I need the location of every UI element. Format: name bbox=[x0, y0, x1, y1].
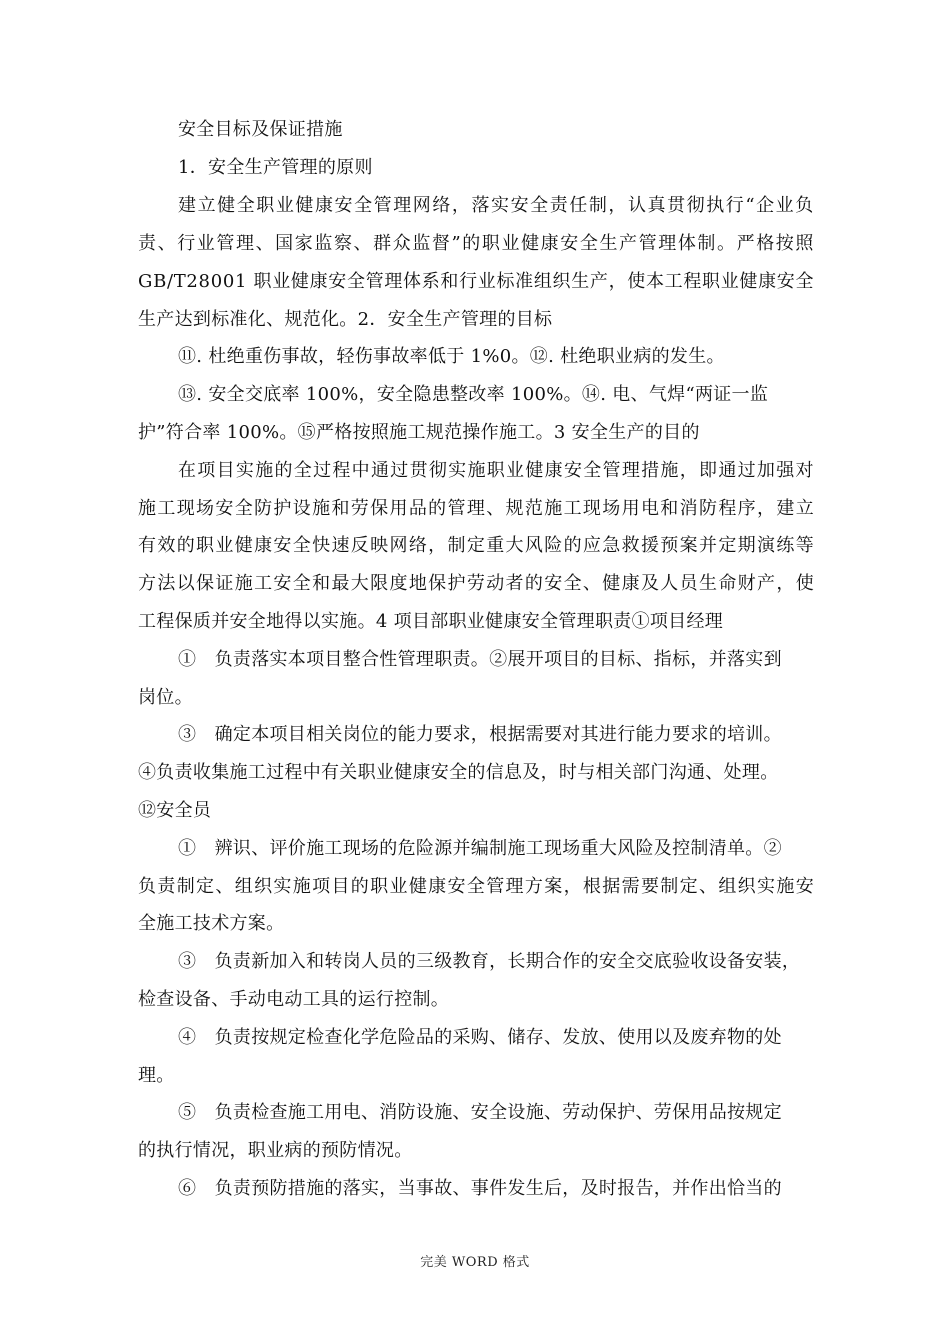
paragraph-line: 施 工 现 场 安 全 防 护 设 施 和 劳 保 用 品 的 管 理 、 规 范 施 工 现 场 用 电 和 消 防 程 序 ， 建 立 bbox=[138, 498, 814, 519]
paragraph-line: ⑥ 负责预防措施的落实，当事故、事件发生后，及时报告，并作出恰当的 bbox=[178, 1178, 782, 1199]
paragraph-line: 检查设备、手动电动工具的运行控制。 bbox=[138, 989, 450, 1010]
paragraph-line: ④负责收集施工过程中有关职业健康安全的信息及，时与相关部门沟通、处理。 bbox=[138, 762, 779, 783]
paragraph-line: ① 辨识、评价施工现场的危险源并编制施工现场重大风险及控制清单。② bbox=[178, 838, 782, 859]
paragraph-line: 岗位。 bbox=[138, 687, 193, 708]
section-heading: 1．安全生产管理的原则 bbox=[178, 157, 373, 178]
paragraph-line: 理。 bbox=[138, 1065, 175, 1086]
paragraph-line: ⑪. 杜绝重伤事故，轻伤事故率低于 1%0。⑫. 杜绝职业病的发生。 bbox=[178, 346, 725, 367]
paragraph-line: 建 立 健 全 职 业 健 康 安 全 管 理 网 络 ， 落 实 安 全 责 任 制 ， 认 真 贯 彻 执 行 “ 企 业 负 bbox=[178, 195, 814, 216]
paragraph-line: 负 责 制 定 、 组 织 实 施 项 目 的 职 业 健 康 安 全 管 理 方 案 ， 根 据 需 要 制 定 、 组 织 实 施 安 bbox=[138, 876, 814, 897]
document-title: 安全目标及保证措施 bbox=[178, 119, 343, 140]
page-footer: 完美 WORD 格式 bbox=[420, 1255, 530, 1270]
paragraph-line: 生产达到标准化、规范化。2．安全生产管理的目标 bbox=[138, 309, 553, 330]
paragraph-line: ⑤ 负责检查施工用电、消防设施、安全设施、劳动保护、劳保用品按规定 bbox=[178, 1102, 782, 1123]
paragraph-line: ④ 负责按规定检查化学危险品的采购、储存、发放、使用以及废弃物的处 bbox=[178, 1027, 782, 1048]
paragraph-line: ⑫安全员 bbox=[138, 800, 212, 821]
paragraph-line: 的执行情况，职业病的预防情况。 bbox=[138, 1140, 413, 1161]
paragraph-line: 全施工技术方案。 bbox=[138, 913, 285, 934]
paragraph-line: 责 、 行 业 管 理 、 国 家 监 察 、 群 众 监 督 ” 的 职 业 健 康 安 全 生 产 管 理 体 制 。 严 格 按 照 bbox=[138, 233, 814, 254]
paragraph-line: ⑬. 安全交底率 100%，安全隐患整改率 100%。⑭. 电、气焊“两证一监 bbox=[178, 384, 769, 405]
paragraph-line: ③ 确定本项目相关岗位的能力要求，根据需要对其进行能力要求的培训。 bbox=[178, 724, 782, 745]
paragraph-line: 方 法 以 保 证 施 工 安 全 和 最 大 限 度 地 保 护 劳 动 者 的 安 全 、 健 康 及 人 员 生 命 财 产 ， 使 bbox=[138, 573, 814, 594]
paragraph-line: ① 负责落实本项目整合性管理职责。②展开项目的目标、指标，并落实到 bbox=[178, 649, 782, 670]
paragraph-line: 有 效 的 职 业 健 康 安 全 快 速 反 映 网 络 ， 制 定 重 大 风 险 的 应 急 救 援 预 案 并 定 期 演 练 等 bbox=[138, 535, 814, 556]
paragraph-line: 护”符合率 100%。⑮严格按照施工规范操作施工。3 安全生产的目的 bbox=[138, 422, 700, 443]
paragraph-line: G B / T 2 8 0 0 1 职 业 健 康 安 全 管 理 体 系 和 行 业 标 准 组 织 生 产 ， 使 本 工 程 职 业 健 康 安 全 bbox=[138, 271, 814, 292]
paragraph-line: 工程保质并安全地得以实施。4 项目部职业健康安全管理职责①项目经理 bbox=[138, 611, 724, 632]
paragraph-line: 在 项 目 实 施 的 全 过 程 中 通 过 贯 彻 实 施 职 业 健 康 安 全 管 理 措 施 ， 即 通 过 加 强 对 bbox=[178, 460, 814, 481]
paragraph-line: ③ 负责新加入和转岗人员的三级教育，长期合作的安全交底验收设备安装， bbox=[178, 951, 801, 972]
